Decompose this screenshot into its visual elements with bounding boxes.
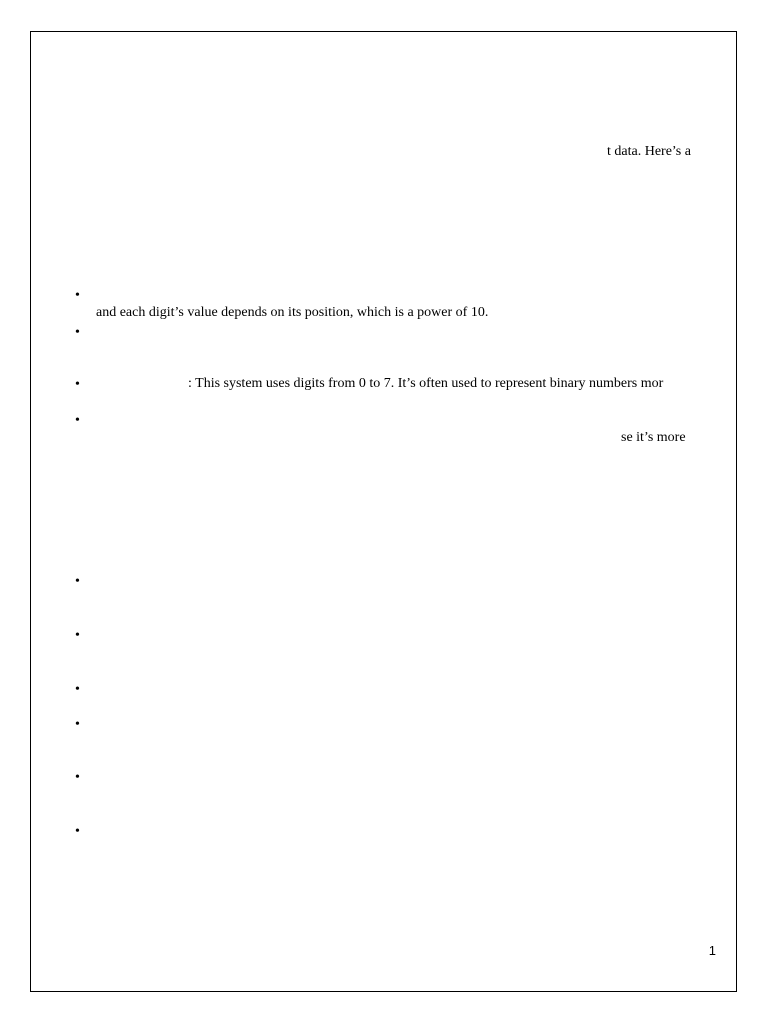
- list-bullet: •: [75, 574, 80, 589]
- list-bullet: •: [75, 770, 80, 785]
- list-bullet: •: [75, 682, 80, 697]
- page-number: 1: [708, 943, 716, 958]
- list-bullet: •: [75, 628, 80, 643]
- intro-text-fragment: t data. Here’s a: [607, 144, 691, 159]
- list-bullet: •: [75, 413, 80, 428]
- octal-system-text: : This system uses digits from 0 to 7. It’s often used to represent binary numbers mor: [188, 376, 664, 391]
- list-bullet: •: [75, 325, 80, 340]
- list-bullet: •: [75, 288, 80, 303]
- decimal-system-text: and each digit’s value depends on its position, which is a power of 10.: [96, 305, 489, 320]
- document-page: [30, 31, 737, 992]
- list-bullet: •: [75, 377, 80, 392]
- list-bullet: •: [75, 824, 80, 839]
- list-bullet: •: [75, 717, 80, 732]
- hexadecimal-text-fragment: se it’s more: [621, 430, 686, 445]
